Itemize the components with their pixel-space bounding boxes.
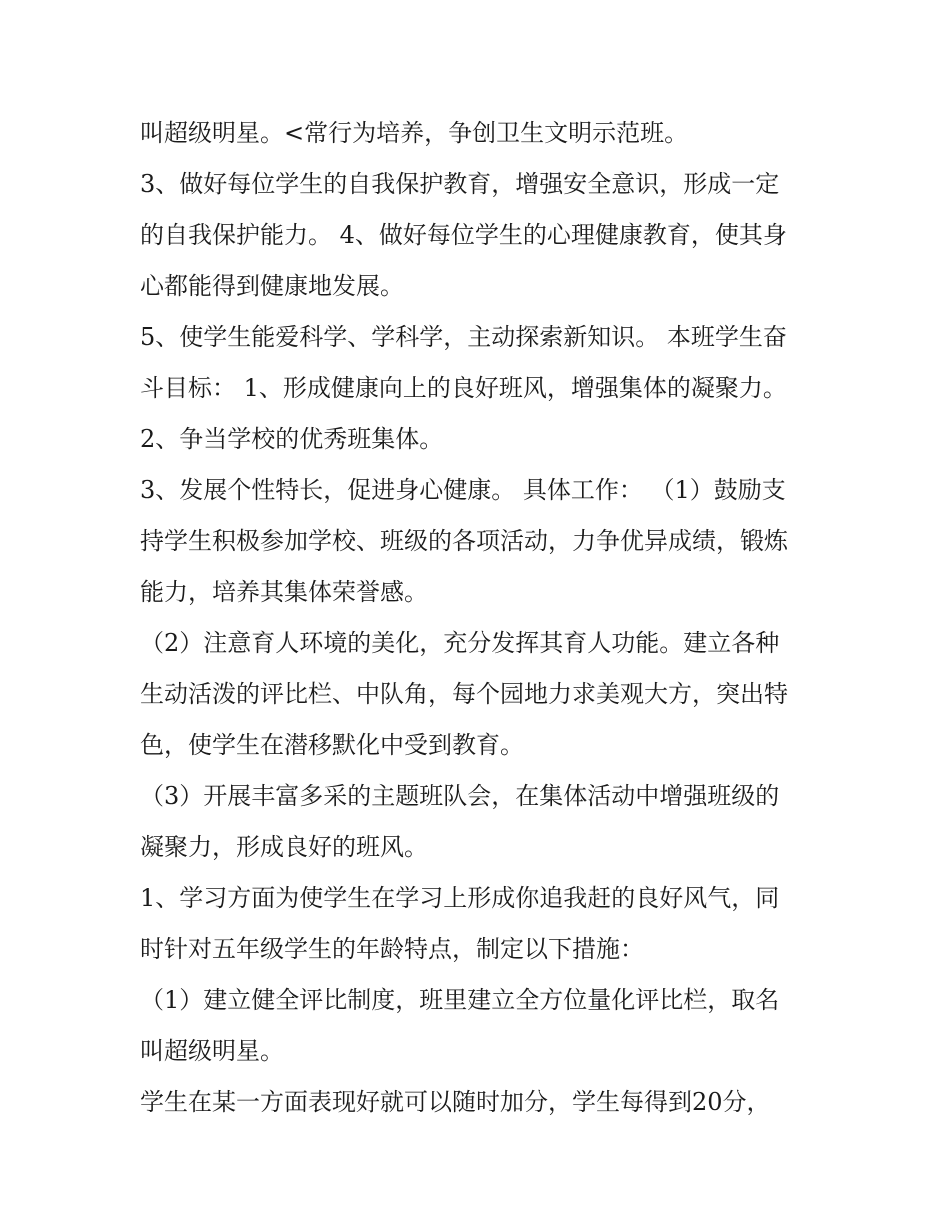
text-line: 生动活泼的评比栏、中队角，每个园地力求美观大方，突出特 (140, 680, 788, 708)
text-line: 凝聚力，形成良好的班风。 (140, 833, 428, 861)
text-line: 1、学习方面为使学生在学习上形成你追我赶的良好风气，同 (140, 884, 780, 912)
text-line: 持学生积极参加学校、班级的各项活动，力争优异成绩，锻炼 (140, 527, 788, 555)
text-line: 心都能得到健康地发展。 (140, 272, 404, 300)
text-line: 叫超级明星。 (140, 1037, 284, 1065)
text-line: （3）开展丰富多采的主题班队会，在集体活动中增强班级的 (140, 782, 780, 810)
text-line: 2、争当学校的优秀班集体。 (140, 425, 444, 453)
text-line: 学生在某一方面表现好就可以随时加分，学生每得到20分， (140, 1088, 771, 1116)
text-line: 叫超级明星。<常行为培养，争创卫生文明示范班。 (140, 119, 689, 147)
text-line: 的自我保护能力。 4、做好每位学生的心理健康教育，使其身 (140, 221, 787, 249)
text-line: 3、做好每位学生的自我保护教育，增强安全意识，形成一定 (140, 170, 780, 198)
body-text (140, 108, 820, 1128)
text-line: 斗目标： 1、形成健康向上的良好班风，增强集体的凝聚力。 (140, 374, 787, 402)
text-line: 能力，培养其集体荣誉感。 (140, 578, 428, 606)
text-line: （1）建立健全评比制度，班里建立全方位量化评比栏，取名 (140, 986, 780, 1014)
text-line: （2）注意育人环境的美化，充分发挥其育人功能。建立各种 (140, 629, 780, 657)
text-line: 时针对五年级学生的年龄特点，制定以下措施： (140, 935, 644, 963)
text-line: 3、发展个性特长，促进身心健康。 具体工作： （1）鼓励支 (140, 476, 786, 504)
text-line: 5、使学生能爱科学、学科学，主动探索新知识。 本班学生奋 (140, 323, 787, 351)
text-line: 色，使学生在潜移默化中受到教育。 (140, 731, 524, 759)
